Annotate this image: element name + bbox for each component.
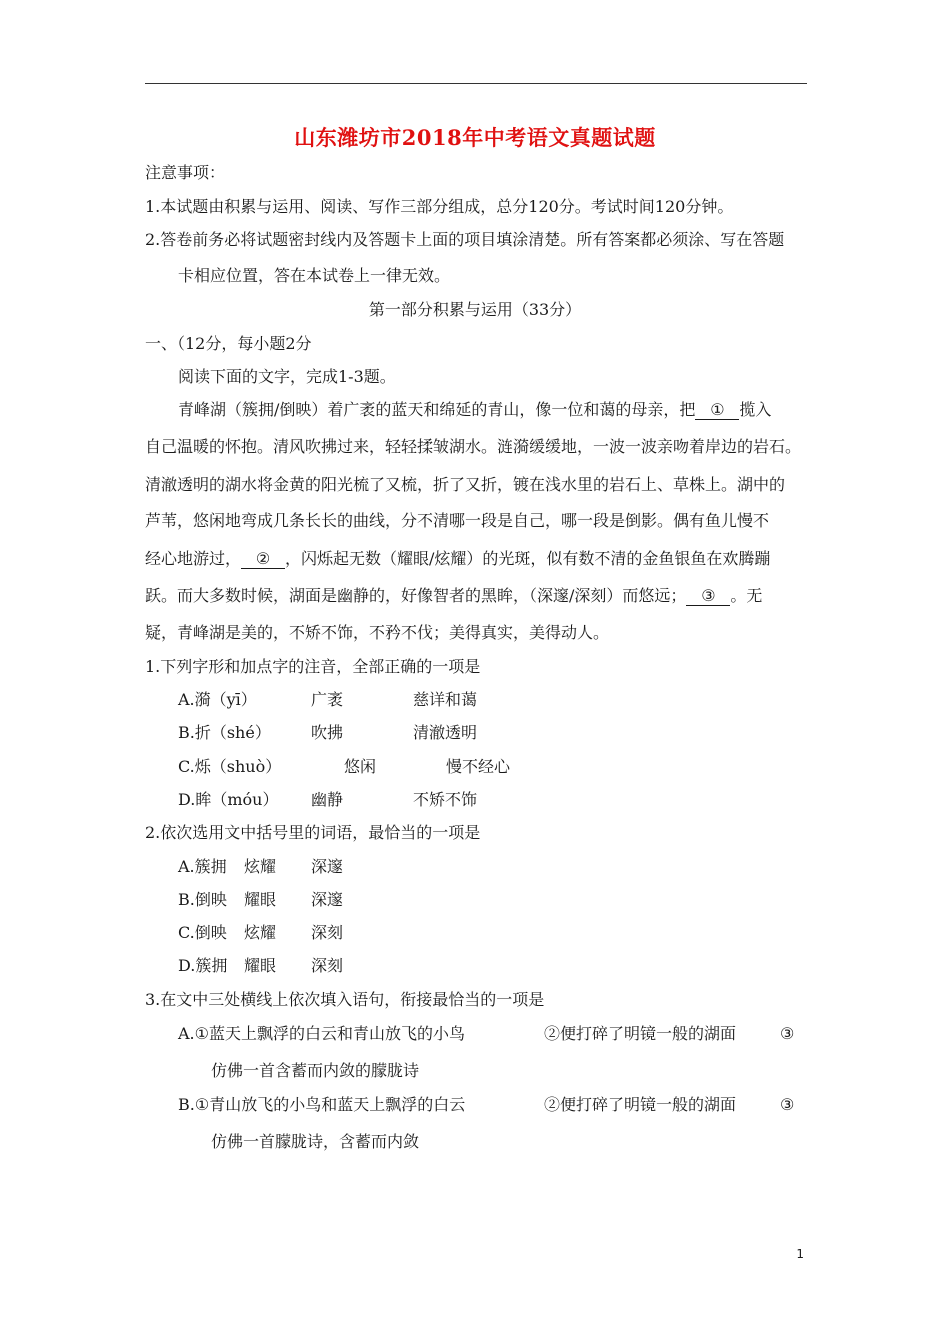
option-cell: ②便打碎了明镜一般的湖面	[544, 1095, 737, 1114]
blank-2: ②	[241, 550, 285, 569]
option-cell: 悠闲	[344, 757, 377, 776]
passage-line-3: 清澈透明的湖水将金黄的阳光梳了又梳，折了又折，镀在浅水里的岩石上、草株上。湖中的	[145, 475, 786, 494]
passage-text: 跃。而大多数时候，湖面是幽静的，好像智者的黑眸，（深邃/深刻）而悠远；	[145, 586, 687, 605]
option-cell: 深邃	[311, 890, 344, 909]
option-cell: 广袤	[311, 690, 344, 709]
q1-option-d	[178, 789, 477, 811]
notice-item-1: 1.本试题由积累与运用、阅读、写作三部分组成，总分120分。考试时间120分钟。	[145, 197, 734, 216]
q2-stem: 2.依次选用文中括号里的词语，最恰当的一项是	[145, 823, 481, 842]
option-cell: ③	[780, 1095, 795, 1114]
option-cell: 吹拂	[311, 723, 344, 742]
passage-text: 经心地游过，	[145, 549, 242, 568]
passage-text: 揽入	[739, 400, 772, 419]
passage-line-2: 自己温暖的怀抱。清风吹拂过来，轻轻揉皱湖水。涟漪缓缓地，一波一波亲吻着岸边的岩石。	[145, 437, 802, 456]
option-cell: 深刻	[311, 956, 344, 975]
passage-text: 。无	[730, 586, 763, 605]
option-cell: D.簇拥	[178, 956, 228, 975]
option-cell: 炫耀	[244, 923, 277, 942]
q1-option-a	[178, 689, 477, 711]
option-cell: 耀眼	[244, 890, 277, 909]
q3-option-a-cont: 仿佛一首含蓄而内敛的朦胧诗	[211, 1061, 420, 1080]
header-rule	[145, 83, 807, 84]
option-cell: A.①蓝天上飘浮的白云和青山放飞的小鸟	[178, 1024, 465, 1043]
option-cell: 深邃	[311, 857, 344, 876]
exam-title: 山东潍坊市2018年中考语文真题试题	[294, 125, 656, 150]
page-number: 1	[796, 1247, 804, 1261]
option-cell: D.眸（móu）	[178, 790, 279, 809]
passage-text: 青峰湖（簇拥/倒映）着广袤的蓝天和绵延的青山，像一位和蔼的母亲，把	[178, 400, 696, 419]
option-cell: 深刻	[311, 923, 344, 942]
notice-item-2-line-2: 卡相应位置，答在本试卷上一律无效。	[178, 266, 451, 285]
q3-option-a	[178, 1023, 794, 1045]
blank-3: ③	[686, 587, 730, 606]
q2-option-d	[178, 955, 343, 977]
q2-option-b	[178, 889, 343, 911]
q2-option-a	[178, 856, 343, 878]
q3-option-b-cont: 仿佛一首朦胧诗，含蓄而内敛	[211, 1132, 420, 1151]
option-cell: B.折（shé）	[178, 723, 271, 742]
option-cell: 不矫不饰	[413, 790, 478, 809]
q2-option-c	[178, 922, 343, 944]
option-cell: B.①青山放飞的小鸟和蓝天上飘浮的白云	[178, 1095, 466, 1114]
q1-stem: 1.下列字形和加点字的注音，全部正确的一项是	[145, 657, 481, 676]
section1-heading: 一、（12分，每小题2分	[145, 334, 312, 353]
option-cell: ③	[780, 1024, 795, 1043]
section1-instruction: 阅读下面的文字，完成1-3题。	[178, 367, 396, 386]
option-cell: C.烁（shuò）	[178, 757, 282, 776]
option-cell: 清澈透明	[413, 723, 478, 742]
q3-option-b	[178, 1094, 794, 1116]
blank-1: ①	[695, 401, 739, 420]
option-cell: 慈详和蔼	[413, 690, 478, 709]
option-cell: 炫耀	[244, 857, 277, 876]
option-cell: 幽静	[311, 790, 344, 809]
option-cell: 耀眼	[244, 956, 277, 975]
option-cell: A.漪（yī）	[178, 690, 257, 709]
option-cell: A.簇拥	[178, 857, 227, 876]
passage-line-1	[178, 399, 771, 421]
passage-text: ，闪烁起无数（耀眼/炫耀）的光斑，似有数不清的金鱼银鱼在欢腾蹦	[285, 549, 771, 568]
option-cell: C.倒映	[178, 923, 227, 942]
passage-line-4: 芦苇，悠闲地弯成几条长长的曲线，分不清哪一段是自己，哪一段是倒影。偶有鱼儿慢不	[145, 511, 770, 530]
part1-heading: 第一部分积累与运用（33分）	[368, 300, 582, 319]
option-cell: ②便打碎了明镜一般的湖面	[544, 1024, 737, 1043]
notice-heading: 注意事项：	[145, 163, 226, 182]
passage-line-5	[145, 548, 770, 570]
q1-option-b	[178, 722, 477, 744]
q1-option-c	[178, 756, 510, 778]
option-cell: B.倒映	[178, 890, 227, 909]
passage-line-6	[145, 585, 762, 607]
notice-item-2-line-1: 2.答卷前务必将试题密封线内及答题卡上面的项目填涂清楚。所有答案都必须涂、写在答题	[145, 230, 785, 249]
passage-line-7: 疑，青峰湖是美的，不矫不饰，不矜不伐；美得真实，美得动人。	[145, 623, 610, 642]
q3-stem: 3.在文中三处横线上依次填入语句，衔接最恰当的一项是	[145, 990, 545, 1009]
option-cell: 慢不经心	[446, 757, 511, 776]
